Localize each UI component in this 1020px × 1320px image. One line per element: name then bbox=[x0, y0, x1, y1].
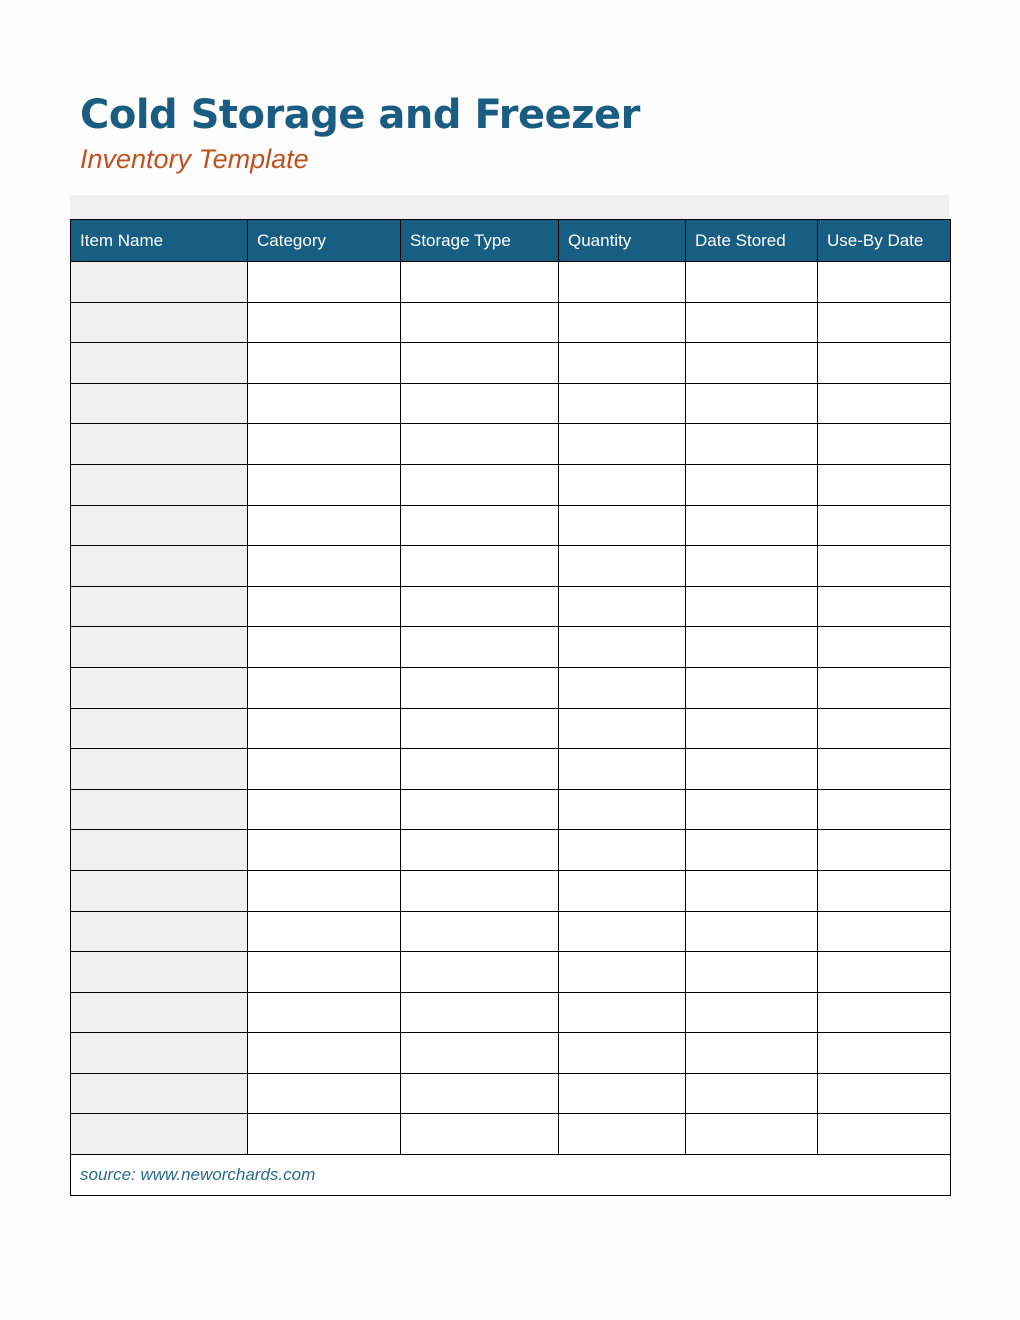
cell-quantity[interactable] bbox=[559, 667, 686, 708]
cell-category[interactable] bbox=[248, 1114, 401, 1155]
cell-quantity[interactable] bbox=[559, 1033, 686, 1074]
cell-quantity[interactable] bbox=[559, 992, 686, 1033]
table-row bbox=[71, 383, 951, 424]
cell-category[interactable] bbox=[248, 505, 401, 546]
cell-date-stored[interactable] bbox=[686, 1073, 818, 1114]
cell-date-stored[interactable] bbox=[686, 383, 818, 424]
table-row bbox=[71, 911, 951, 952]
cell-storage-type[interactable] bbox=[401, 952, 559, 993]
cell-item-name[interactable] bbox=[71, 302, 248, 343]
table-row bbox=[71, 789, 951, 830]
source-text: source: www.neworchards.com bbox=[71, 1155, 951, 1196]
cell-date-stored[interactable] bbox=[686, 627, 818, 668]
cell-category[interactable] bbox=[248, 749, 401, 790]
cell-use-by-date[interactable] bbox=[818, 505, 951, 546]
column-header-category: Category bbox=[248, 220, 401, 262]
cell-quantity[interactable] bbox=[559, 302, 686, 343]
header-band bbox=[70, 195, 949, 219]
cell-category[interactable] bbox=[248, 302, 401, 343]
table-row bbox=[71, 464, 951, 505]
table-row bbox=[71, 992, 951, 1033]
cell-date-stored[interactable] bbox=[686, 708, 818, 749]
table-row bbox=[71, 830, 951, 871]
cell-date-stored[interactable] bbox=[686, 1033, 818, 1074]
page-title: Cold Storage and Freezer bbox=[80, 92, 640, 138]
column-header-date-stored: Date Stored bbox=[686, 220, 818, 262]
source-row bbox=[71, 1155, 951, 1196]
cell-storage-type[interactable] bbox=[401, 343, 559, 384]
table-row bbox=[71, 708, 951, 749]
cell-storage-type[interactable] bbox=[401, 1073, 559, 1114]
table-row bbox=[71, 952, 951, 993]
cell-item-name[interactable] bbox=[71, 952, 248, 993]
cell-use-by-date[interactable] bbox=[818, 627, 951, 668]
cell-item-name[interactable] bbox=[71, 749, 248, 790]
cell-quantity[interactable] bbox=[559, 383, 686, 424]
cell-use-by-date[interactable] bbox=[818, 383, 951, 424]
cell-storage-type[interactable] bbox=[401, 749, 559, 790]
column-header-item-name: Item Name bbox=[71, 220, 248, 262]
cell-item-name[interactable] bbox=[71, 1114, 248, 1155]
cell-item-name[interactable] bbox=[71, 586, 248, 627]
cell-quantity[interactable] bbox=[559, 424, 686, 465]
cell-category[interactable] bbox=[248, 911, 401, 952]
cell-category[interactable] bbox=[248, 586, 401, 627]
cell-use-by-date[interactable] bbox=[818, 749, 951, 790]
cell-category[interactable] bbox=[248, 992, 401, 1033]
cell-item-name[interactable] bbox=[71, 911, 248, 952]
cell-quantity[interactable] bbox=[559, 262, 686, 303]
table-row bbox=[71, 586, 951, 627]
cell-date-stored[interactable] bbox=[686, 302, 818, 343]
cell-quantity[interactable] bbox=[559, 546, 686, 587]
cell-storage-type[interactable] bbox=[401, 505, 559, 546]
cell-quantity[interactable] bbox=[559, 505, 686, 546]
cell-storage-type[interactable] bbox=[401, 667, 559, 708]
cell-quantity[interactable] bbox=[559, 1073, 686, 1114]
cell-use-by-date[interactable] bbox=[818, 992, 951, 1033]
table-row bbox=[71, 343, 951, 384]
cell-quantity[interactable] bbox=[559, 749, 686, 790]
cell-date-stored[interactable] bbox=[686, 343, 818, 384]
column-header-quantity: Quantity bbox=[559, 220, 686, 262]
column-header-use-by-date: Use-By Date bbox=[818, 220, 951, 262]
cell-category[interactable] bbox=[248, 464, 401, 505]
table-row bbox=[71, 505, 951, 546]
cell-date-stored[interactable] bbox=[686, 870, 818, 911]
table-row bbox=[71, 1033, 951, 1074]
cell-item-name[interactable] bbox=[71, 464, 248, 505]
cell-item-name[interactable] bbox=[71, 708, 248, 749]
cell-use-by-date[interactable] bbox=[818, 830, 951, 871]
table-row bbox=[71, 262, 951, 303]
cell-quantity[interactable] bbox=[559, 586, 686, 627]
cell-date-stored[interactable] bbox=[686, 667, 818, 708]
cell-use-by-date[interactable] bbox=[818, 1114, 951, 1155]
cell-use-by-date[interactable] bbox=[818, 1073, 951, 1114]
cell-category[interactable] bbox=[248, 383, 401, 424]
cell-use-by-date[interactable] bbox=[818, 708, 951, 749]
cell-quantity[interactable] bbox=[559, 789, 686, 830]
cell-storage-type[interactable] bbox=[401, 627, 559, 668]
cell-storage-type[interactable] bbox=[401, 383, 559, 424]
cell-date-stored[interactable] bbox=[686, 464, 818, 505]
cell-category[interactable] bbox=[248, 1073, 401, 1114]
cell-storage-type[interactable] bbox=[401, 830, 559, 871]
cell-storage-type[interactable] bbox=[401, 708, 559, 749]
table-row bbox=[71, 302, 951, 343]
cell-use-by-date[interactable] bbox=[818, 302, 951, 343]
cell-category[interactable] bbox=[248, 343, 401, 384]
cell-quantity[interactable] bbox=[559, 952, 686, 993]
cell-storage-type[interactable] bbox=[401, 546, 559, 587]
cell-use-by-date[interactable] bbox=[818, 464, 951, 505]
cell-use-by-date[interactable] bbox=[818, 546, 951, 587]
cell-use-by-date[interactable] bbox=[818, 1033, 951, 1074]
table-row bbox=[71, 749, 951, 790]
cell-storage-type[interactable] bbox=[401, 1033, 559, 1074]
cell-storage-type[interactable] bbox=[401, 911, 559, 952]
cell-item-name[interactable] bbox=[71, 1033, 248, 1074]
cell-storage-type[interactable] bbox=[401, 302, 559, 343]
cell-quantity[interactable] bbox=[559, 708, 686, 749]
cell-date-stored[interactable] bbox=[686, 424, 818, 465]
cell-item-name[interactable] bbox=[71, 627, 248, 668]
cell-storage-type[interactable] bbox=[401, 464, 559, 505]
cell-item-name[interactable] bbox=[71, 870, 248, 911]
cell-storage-type[interactable] bbox=[401, 992, 559, 1033]
cell-item-name[interactable] bbox=[71, 505, 248, 546]
cell-category[interactable] bbox=[248, 870, 401, 911]
cell-item-name[interactable] bbox=[71, 262, 248, 303]
cell-quantity[interactable] bbox=[559, 1114, 686, 1155]
cell-use-by-date[interactable] bbox=[818, 789, 951, 830]
table-row bbox=[71, 1073, 951, 1114]
cell-item-name[interactable] bbox=[71, 343, 248, 384]
cell-category[interactable] bbox=[248, 627, 401, 668]
cell-storage-type[interactable] bbox=[401, 1114, 559, 1155]
cell-quantity[interactable] bbox=[559, 830, 686, 871]
cell-date-stored[interactable] bbox=[686, 586, 818, 627]
table-row bbox=[71, 424, 951, 465]
table-row bbox=[71, 667, 951, 708]
cell-category[interactable] bbox=[248, 789, 401, 830]
table-row bbox=[71, 546, 951, 587]
cell-item-name[interactable] bbox=[71, 992, 248, 1033]
cell-category[interactable] bbox=[248, 667, 401, 708]
cell-use-by-date[interactable] bbox=[818, 667, 951, 708]
cell-category[interactable] bbox=[248, 708, 401, 749]
cell-date-stored[interactable] bbox=[686, 789, 818, 830]
cell-use-by-date[interactable] bbox=[818, 424, 951, 465]
cell-item-name[interactable] bbox=[71, 1073, 248, 1114]
cell-category[interactable] bbox=[248, 546, 401, 587]
column-header-storage-type: Storage Type bbox=[401, 220, 559, 262]
cell-use-by-date[interactable] bbox=[818, 343, 951, 384]
page-subtitle: Inventory Template bbox=[80, 144, 309, 174]
cell-date-stored[interactable] bbox=[686, 992, 818, 1033]
table-row bbox=[71, 870, 951, 911]
cell-storage-type[interactable] bbox=[401, 262, 559, 303]
cell-category[interactable] bbox=[248, 424, 401, 465]
cell-use-by-date[interactable] bbox=[818, 870, 951, 911]
cell-use-by-date[interactable] bbox=[818, 586, 951, 627]
cell-quantity[interactable] bbox=[559, 464, 686, 505]
cell-category[interactable] bbox=[248, 952, 401, 993]
cell-date-stored[interactable] bbox=[686, 505, 818, 546]
cell-item-name[interactable] bbox=[71, 667, 248, 708]
cell-category[interactable] bbox=[248, 830, 401, 871]
cell-date-stored[interactable] bbox=[686, 830, 818, 871]
cell-item-name[interactable] bbox=[71, 383, 248, 424]
cell-date-stored[interactable] bbox=[686, 749, 818, 790]
cell-quantity[interactable] bbox=[559, 870, 686, 911]
cell-date-stored[interactable] bbox=[686, 911, 818, 952]
cell-date-stored[interactable] bbox=[686, 952, 818, 993]
cell-date-stored[interactable] bbox=[686, 1114, 818, 1155]
cell-use-by-date[interactable] bbox=[818, 952, 951, 993]
cell-storage-type[interactable] bbox=[401, 870, 559, 911]
cell-date-stored[interactable] bbox=[686, 546, 818, 587]
cell-quantity[interactable] bbox=[559, 343, 686, 384]
cell-item-name[interactable] bbox=[71, 830, 248, 871]
cell-date-stored[interactable] bbox=[686, 262, 818, 303]
table-row bbox=[71, 1114, 951, 1155]
cell-storage-type[interactable] bbox=[401, 586, 559, 627]
cell-category[interactable] bbox=[248, 1033, 401, 1074]
cell-use-by-date[interactable] bbox=[818, 911, 951, 952]
cell-quantity[interactable] bbox=[559, 911, 686, 952]
table-header-row bbox=[71, 220, 951, 262]
cell-quantity[interactable] bbox=[559, 627, 686, 668]
cell-item-name[interactable] bbox=[71, 424, 248, 465]
table-row bbox=[71, 627, 951, 668]
cell-storage-type[interactable] bbox=[401, 424, 559, 465]
cell-item-name[interactable] bbox=[71, 546, 248, 587]
cell-item-name[interactable] bbox=[71, 789, 248, 830]
cell-use-by-date[interactable] bbox=[818, 262, 951, 303]
table-body bbox=[71, 262, 951, 1155]
cell-category[interactable] bbox=[248, 262, 401, 303]
cell-storage-type[interactable] bbox=[401, 789, 559, 830]
inventory-table bbox=[70, 219, 951, 1196]
